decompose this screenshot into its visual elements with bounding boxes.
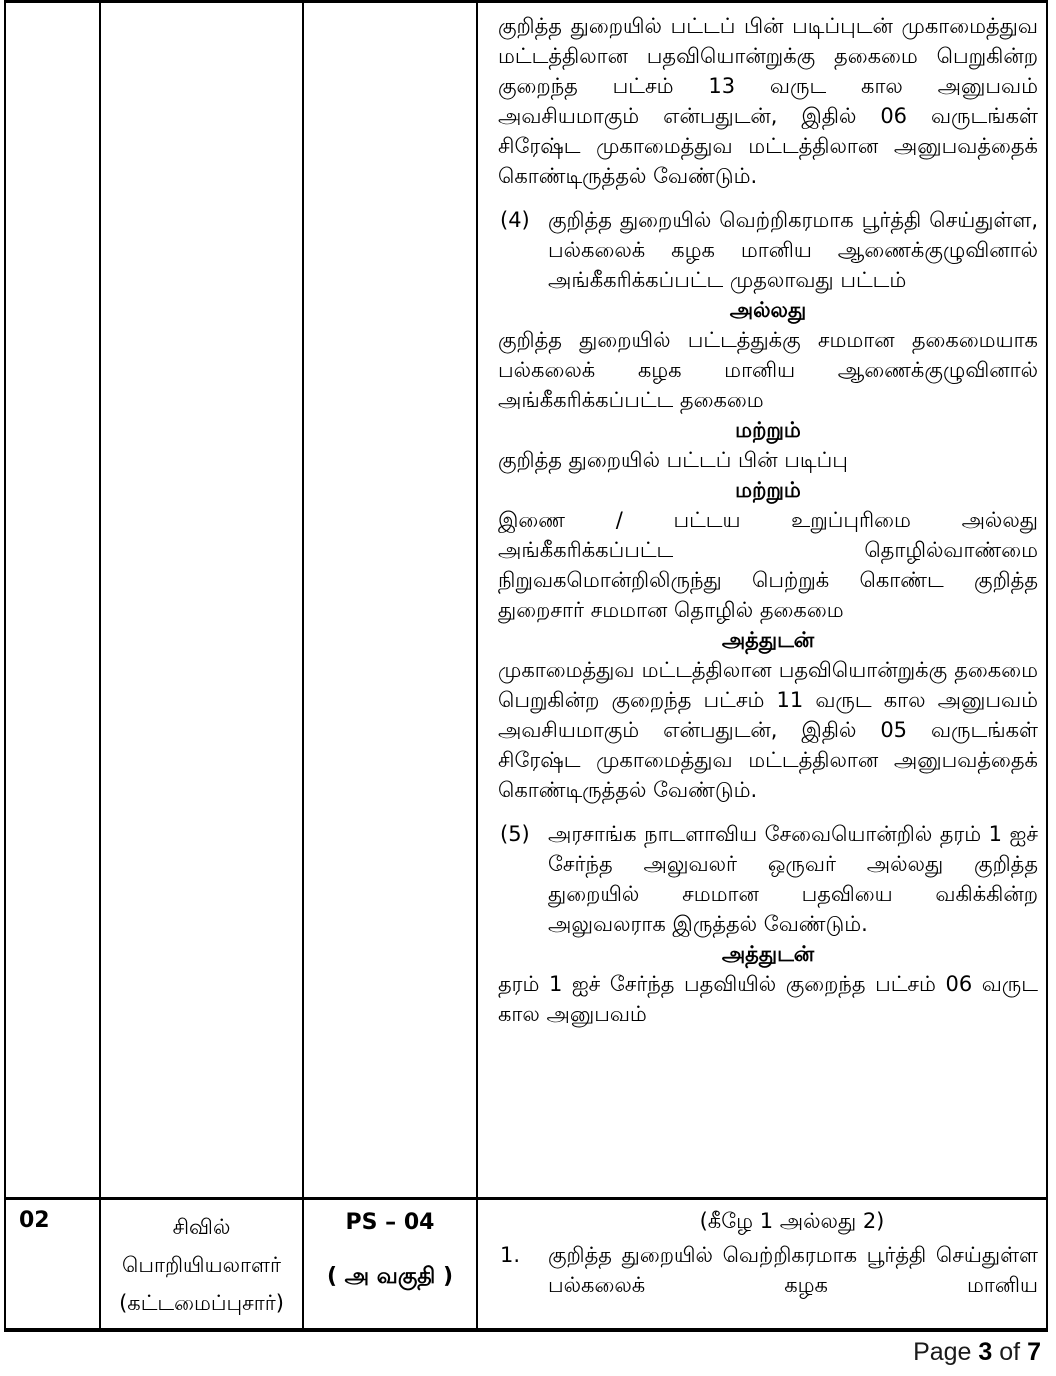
heading-with-1: அத்துடன் [721, 628, 815, 652]
heading-with-2: அத்துடன் [721, 942, 815, 966]
cell-post-continuation [101, 3, 304, 1200]
para-11yr-experience: முகாமைத்துவ மட்டத்திலான பதவியொன்றுக்கு தகைமை பெறுகின்ற குறைந்த பட்சம் 11 வருட கால அனுபவம் அவசியமாகும் என்பதுடன், இதில் 05 வருடங்கள் சிரேஷ்ட முகாமைத்துவ மட்டத்திலான அனுபவத்தைக் கொண்டிருத்தல் வேண்டும். [498, 658, 1038, 802]
page-of-label: of [999, 1338, 1021, 1366]
page-number-footer [913, 1338, 1041, 1367]
post-title-line-3: (கட்டமைப்புசார்) [119, 1291, 284, 1315]
qualification-table [4, 0, 1048, 1332]
page-label: Page [913, 1338, 972, 1366]
item-1-text: குறித்த துறையில் வெற்றிகரமாக பூர்த்தி செய்துள்ள பல்கலைக் கழக மானிய [548, 1243, 1038, 1297]
item-4-text: குறித்த துறையில் வெற்றிகரமாக பூர்த்தி செய்துள்ள, பல்கலைக் கழக மானிய ஆணைக்குழுவினால் அங்கீகரிக்கப்பட்ட முதலாவது பட்டம் [548, 208, 1038, 292]
cell-serial-continuation [6, 3, 101, 1200]
para-professional-membership: இணை / பட்டய உறுப்புரிமை அல்லது அங்கீகரிக்கப்பட்ட தொழில்வாண்மை நிறுவகமொன்றிலிருந்து பெற்றுக் கொண்ட குறித்த துறைசார் சமமான தொழில் தகைமை [498, 508, 1038, 622]
item-5-text: அரசாங்க நாடளாவிய சேவையொன்றில் தரம் 1 ஐச் சேர்ந்த அலுவலர் ஒருவர் அல்லது குறித்த துறையில் சமமான பதவியை வகிக்கின்ற அலுவலராக இருத்தல் வேண்டும். [548, 822, 1038, 936]
item-5 [498, 819, 1038, 939]
line-postgraduate-diploma: குறித்த துறையில் பட்டப் பின் படிப்பு [498, 448, 848, 472]
item-1-marker: 1. [500, 1243, 521, 1267]
cell-qualifications-continuation [478, 3, 1046, 1200]
cell-post-title [101, 1200, 304, 1328]
post-title-line-1: சிவில் [172, 1215, 231, 1239]
page-current: 3 [978, 1338, 993, 1366]
grade-category: ( அ வகுதி ) [326, 1264, 454, 1289]
item-5-marker: (5) [500, 822, 530, 846]
cell-salary-grade [304, 1200, 478, 1328]
para-equivalent-qualification: குறித்த துறையில் பட்டத்துக்கு சமமான தகைமையாக பல்கலைக் கழக மானிய ஆணைக்குழுவினால் அங்கீகரிக்கப்பட்ட தகைமை [498, 328, 1038, 412]
heading-or: அல்லது [729, 298, 807, 322]
para-grade1-experience: தரம் 1 ஐச் சேர்ந்த பதவியில் குறைந்த பட்சம் 06 வருட கால அனுபவம் [498, 972, 1038, 1026]
cell-serial-02 [6, 1200, 101, 1328]
heading-and-1: மற்றும் [735, 418, 801, 442]
heading-and-2: மற்றும் [735, 478, 801, 502]
cell-grade-continuation [304, 3, 478, 1200]
item-4-marker: (4) [500, 208, 530, 232]
qualification-header: (கீழே 1 அல்லது 2) [699, 1209, 885, 1233]
item-4 [498, 205, 1038, 295]
serial-number: 02 [19, 1208, 50, 1233]
grade-code: PS – 04 [345, 1210, 435, 1235]
cell-qualifications-02 [478, 1200, 1046, 1328]
para-13yr-experience: குறித்த துறையில் பட்டப் பின் படிப்புடன் முகாமைத்துவ மட்டத்திலான பதவியொன்றுக்கு தகைமை பெறுகின்ற குறைந்த பட்சம் 13 வருட கால அனுபவம் அவசியமாகும் என்பதுடன், இதில் 06 வருடங்கள் சிரேஷ்ட முகாமைத்துவ மட்டத்திலான அனுபவத்தைக் கொண்டிருத்தல் வேண்டும். [498, 14, 1038, 188]
item-1 [498, 1240, 1038, 1300]
page-total: 7 [1027, 1338, 1041, 1366]
post-title-line-2: பொறியியலாளர் [122, 1253, 281, 1277]
